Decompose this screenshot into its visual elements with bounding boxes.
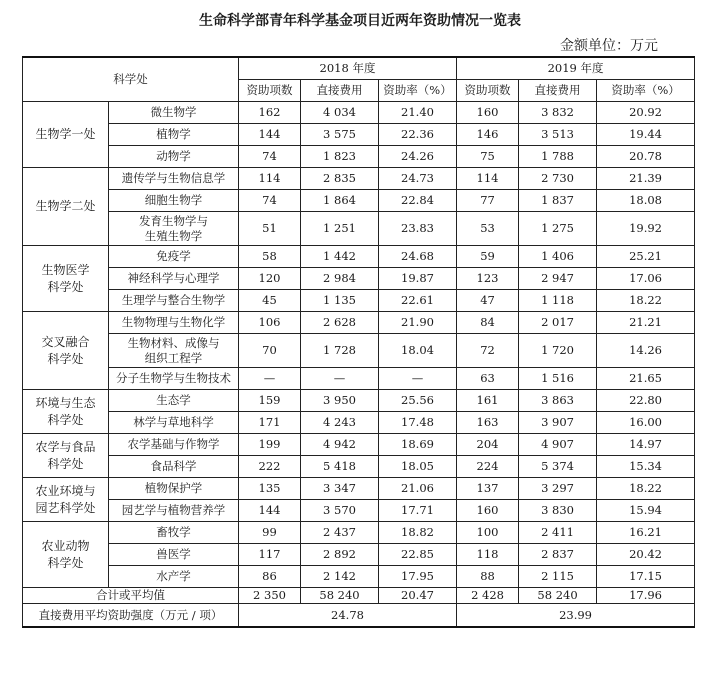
cost-cell-2018: 4 034 [301,102,379,124]
rate-cell-2018: 22.36 [379,124,457,146]
subject-cell: 植物学 [109,124,239,146]
rate-cell-2019: 16.21 [597,522,695,544]
subject-cell: 遗传学与生物信息学 [109,168,239,190]
cost-cell-2019: 2 730 [519,168,597,190]
count-cell-2019: 161 [457,390,519,412]
count-cell-2019: 118 [457,544,519,566]
table-row [23,566,695,588]
count-cell-2019: 59 [457,246,519,268]
count-cell-2019: 224 [457,456,519,478]
cost-cell-2018: 2 835 [301,168,379,190]
rate-cell-2019: 18.22 [597,290,695,312]
rate-cell-2018: 21.06 [379,478,457,500]
avg-2019: 23.99 [457,604,695,628]
avg-row [23,604,695,628]
rate-cell-2019: 20.92 [597,102,695,124]
table-row [23,146,695,168]
avg-2018: 24.78 [239,604,457,628]
rate-cell-2018: 24.73 [379,168,457,190]
table-row [23,190,695,212]
table-row [23,368,695,390]
rate-cell-2019: 14.26 [597,334,695,368]
rate-cell-2019: 20.78 [597,146,695,168]
table-row [23,522,695,544]
count-cell-2018: 171 [239,412,301,434]
subject-cell: 水产学 [109,566,239,588]
total-rate-2018: 20.47 [379,588,457,604]
rate-cell-2018: 24.68 [379,246,457,268]
table-row [23,434,695,456]
cost-cell-2019: 3 830 [519,500,597,522]
cost-cell-2018: 5 418 [301,456,379,478]
avg-label: 直接费用平均资助强度（万元 / 项） [23,604,239,628]
table-row [23,246,695,268]
count-cell-2018: 106 [239,312,301,334]
rate-cell-2018: 17.71 [379,500,457,522]
count-cell-2018: 99 [239,522,301,544]
count-cell-2018: — [239,368,301,390]
rate-cell-2019: 19.44 [597,124,695,146]
count-cell-2018: 159 [239,390,301,412]
count-cell-2018: 70 [239,334,301,368]
cost-cell-2019: 1 406 [519,246,597,268]
subject-cell: 神经科学与心理学 [109,268,239,290]
cost-cell-2019: 2 115 [519,566,597,588]
rate-cell-2019: 16.00 [597,412,695,434]
count-cell-2019: 63 [457,368,519,390]
count-cell-2018: 58 [239,246,301,268]
count-cell-2019: 160 [457,500,519,522]
cost-cell-2018: 2 628 [301,312,379,334]
header-count-2019: 资助项数 [457,80,519,102]
total-cost-2018: 58 240 [301,588,379,604]
count-cell-2018: 45 [239,290,301,312]
total-count-2019: 2 428 [457,588,519,604]
subject-cell: 生态学 [109,390,239,412]
subject-cell: 微生物学 [109,102,239,124]
page-title: 生命科学部青年科学基金项目近两年资助情况一览表 [199,13,521,29]
count-cell-2018: 120 [239,268,301,290]
count-cell-2019: 72 [457,334,519,368]
subject-cell: 畜牧学 [109,522,239,544]
cost-cell-2019: 4 907 [519,434,597,456]
count-cell-2019: 77 [457,190,519,212]
cost-cell-2019: 2 411 [519,522,597,544]
table-row [23,312,695,334]
funding-table [22,56,695,628]
total-rate-2019: 17.96 [597,588,695,604]
cost-cell-2019: 3 863 [519,390,597,412]
cost-cell-2019: 1 788 [519,146,597,168]
cost-cell-2019: 1 275 [519,212,597,246]
rate-cell-2018: 23.83 [379,212,457,246]
cost-cell-2018: 2 437 [301,522,379,544]
rate-cell-2018: 25.56 [379,390,457,412]
count-cell-2018: 144 [239,500,301,522]
rate-cell-2018: 18.04 [379,334,457,368]
count-cell-2019: 123 [457,268,519,290]
rate-cell-2018: 18.05 [379,456,457,478]
rate-cell-2018: 18.69 [379,434,457,456]
header-year-2018: 2018 年度 [239,57,457,80]
subject-cell: 发育生物学与 生殖生物学 [109,212,239,246]
dept-cell: 生物医学 科学处 [23,246,109,312]
table-row [23,456,695,478]
cost-cell-2019: 1 118 [519,290,597,312]
cost-cell-2018: 1 864 [301,190,379,212]
rate-cell-2019: 25.21 [597,246,695,268]
rate-cell-2018: 21.40 [379,102,457,124]
count-cell-2018: 114 [239,168,301,190]
subject-cell: 动物学 [109,146,239,168]
count-cell-2018: 144 [239,124,301,146]
cost-cell-2018: 1 135 [301,290,379,312]
count-cell-2018: 117 [239,544,301,566]
header-rate-2018: 资助率（%） [379,80,457,102]
rate-cell-2018: 17.95 [379,566,457,588]
total-cost-2019: 58 240 [519,588,597,604]
count-cell-2019: 137 [457,478,519,500]
table-body [23,102,695,588]
dept-cell: 环境与生态 科学处 [23,390,109,434]
rate-cell-2018: 24.26 [379,146,457,168]
header-count-2018: 资助项数 [239,80,301,102]
cost-cell-2018: 3 950 [301,390,379,412]
cost-cell-2018: 1 728 [301,334,379,368]
header-rate-2019: 资助率（%） [597,80,695,102]
subject-cell: 食品科学 [109,456,239,478]
dept-cell: 生物学一处 [23,102,109,168]
subject-cell: 林学与草地科学 [109,412,239,434]
table-row [23,478,695,500]
subject-cell: 生物材料、成像与 组织工程学 [109,334,239,368]
subject-cell: 园艺学与植物营养学 [109,500,239,522]
subject-cell: 细胞生物学 [109,190,239,212]
table-row [23,268,695,290]
cost-cell-2018: 4 942 [301,434,379,456]
count-cell-2019: 88 [457,566,519,588]
rate-cell-2019: 22.80 [597,390,695,412]
rate-cell-2019: 21.21 [597,312,695,334]
cost-cell-2019: 3 297 [519,478,597,500]
cost-cell-2018: 3 347 [301,478,379,500]
rate-cell-2019: 17.06 [597,268,695,290]
header-dept: 科学处 [23,57,239,102]
count-cell-2019: 84 [457,312,519,334]
count-cell-2018: 74 [239,146,301,168]
dept-cell: 交叉融合 科学处 [23,312,109,390]
rate-cell-2018: 19.87 [379,268,457,290]
cost-cell-2018: 3 575 [301,124,379,146]
unit-label: 金额单位：万元 [560,38,658,54]
rate-cell-2019: 19.92 [597,212,695,246]
subject-cell: 分子生物学与生物技术 [109,368,239,390]
count-cell-2019: 114 [457,168,519,190]
rate-cell-2019: 20.42 [597,544,695,566]
rate-cell-2019: 17.15 [597,566,695,588]
cost-cell-2019: 1 837 [519,190,597,212]
header-cost-2018: 直接费用 [301,80,379,102]
cost-cell-2019: 2 837 [519,544,597,566]
count-cell-2018: 222 [239,456,301,478]
cost-cell-2018: 3 570 [301,500,379,522]
subject-cell: 农学基础与作物学 [109,434,239,456]
rate-cell-2019: 14.97 [597,434,695,456]
subject-cell: 兽医学 [109,544,239,566]
cost-cell-2019: 1 516 [519,368,597,390]
subject-cell: 生物物理与生物化学 [109,312,239,334]
dept-cell: 农学与食品 科学处 [23,434,109,478]
count-cell-2018: 74 [239,190,301,212]
cost-cell-2019: 5 374 [519,456,597,478]
count-cell-2018: 135 [239,478,301,500]
dept-cell: 农业环境与 园艺科学处 [23,478,109,522]
table-row [23,124,695,146]
rate-cell-2019: 15.94 [597,500,695,522]
table-row [23,390,695,412]
count-cell-2019: 100 [457,522,519,544]
table-row [23,412,695,434]
table-row [23,334,695,368]
rate-cell-2019: 18.22 [597,478,695,500]
header-year-2019: 2019 年度 [457,57,695,80]
cost-cell-2019: 2 947 [519,268,597,290]
cost-cell-2019: 1 720 [519,334,597,368]
count-cell-2018: 162 [239,102,301,124]
header-cost-2019: 直接费用 [519,80,597,102]
rate-cell-2019: 18.08 [597,190,695,212]
cost-cell-2019: 3 513 [519,124,597,146]
total-count-2018: 2 350 [239,588,301,604]
cost-cell-2019: 2 017 [519,312,597,334]
count-cell-2019: 160 [457,102,519,124]
table-row [23,500,695,522]
cost-cell-2019: 3 832 [519,102,597,124]
rate-cell-2018: 18.82 [379,522,457,544]
rate-cell-2018: 22.85 [379,544,457,566]
rate-cell-2018: 22.84 [379,190,457,212]
count-cell-2019: 163 [457,412,519,434]
cost-cell-2018: — [301,368,379,390]
rate-cell-2018: 17.48 [379,412,457,434]
cost-cell-2018: 2 892 [301,544,379,566]
table-row [23,212,695,246]
table-row [23,290,695,312]
cost-cell-2018: 1 251 [301,212,379,246]
cost-cell-2018: 2 984 [301,268,379,290]
count-cell-2019: 204 [457,434,519,456]
cost-cell-2018: 4 243 [301,412,379,434]
cost-cell-2018: 2 142 [301,566,379,588]
count-cell-2019: 47 [457,290,519,312]
total-label: 合计或平均值 [23,588,239,604]
subject-cell: 植物保护学 [109,478,239,500]
table-row [23,102,695,124]
count-cell-2019: 53 [457,212,519,246]
table-row [23,544,695,566]
count-cell-2018: 86 [239,566,301,588]
subject-cell: 免疫学 [109,246,239,268]
rate-cell-2019: 21.39 [597,168,695,190]
dept-cell: 生物学二处 [23,168,109,246]
rate-cell-2019: 15.34 [597,456,695,478]
dept-cell: 农业动物 科学处 [23,522,109,588]
count-cell-2019: 146 [457,124,519,146]
cost-cell-2018: 1 442 [301,246,379,268]
total-row [23,588,695,604]
rate-cell-2019: 21.65 [597,368,695,390]
cost-cell-2018: 1 823 [301,146,379,168]
subject-cell: 生理学与整合生物学 [109,290,239,312]
rate-cell-2018: 22.61 [379,290,457,312]
cost-cell-2019: 3 907 [519,412,597,434]
count-cell-2018: 51 [239,212,301,246]
rate-cell-2018: — [379,368,457,390]
table-row [23,168,695,190]
count-cell-2018: 199 [239,434,301,456]
rate-cell-2018: 21.90 [379,312,457,334]
count-cell-2019: 75 [457,146,519,168]
